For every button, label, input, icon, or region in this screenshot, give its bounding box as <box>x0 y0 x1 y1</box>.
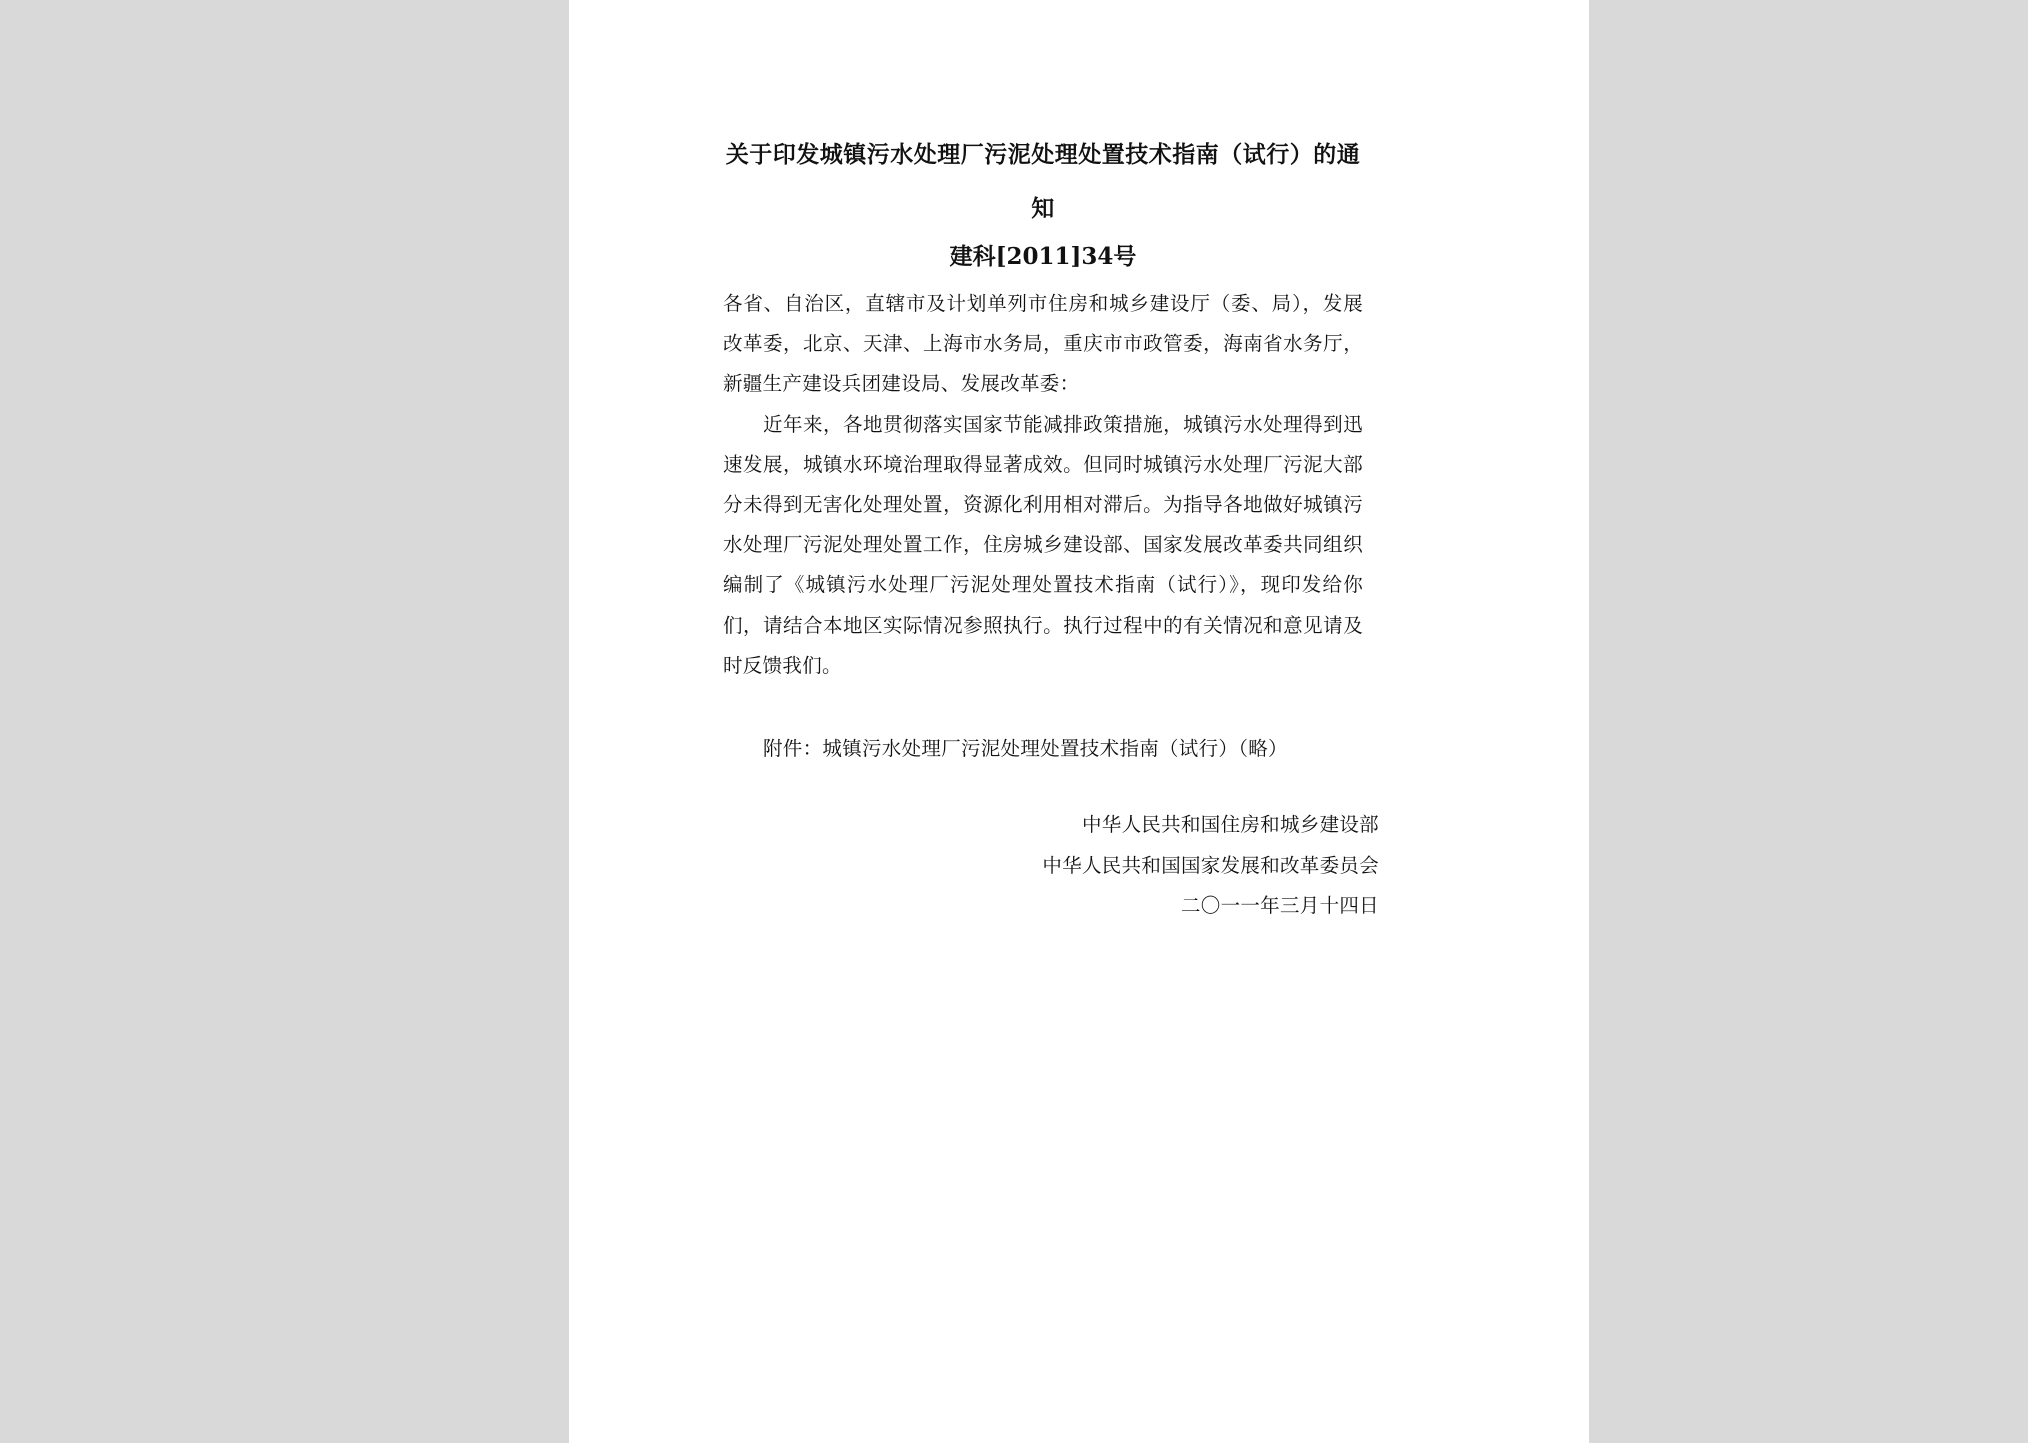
document-page <box>569 0 1589 1443</box>
attachment-line: 附件：城镇污水处理厂污泥处理处置技术指南（试行）（略） <box>763 737 1288 760</box>
document-title: 关于印发城镇污水处理厂污泥处理处置技术指南（试行）的通知 <box>725 141 1361 222</box>
document-body <box>723 284 1363 686</box>
signature-block <box>723 805 1379 927</box>
main-paragraph: 近年来，各地贯彻落实国家节能减排政策措施，城镇污水处理得到迅速发展，城镇水环境治理取得显著成效。但同时城镇污水处理厂污泥大部分未得到无害化处理处置，资源化利用相对滞后。为指导各地做好城镇污水处理厂污泥处理处置工作，住房城乡建设部、国家发展改革委共同组织编制了《城镇污水处理厂污泥处理处置技术指南（试行）》，现印发给你们，请结合本地区实际情况参照执行。执行过程中的有关情况和意见请及时反馈我们。 <box>723 412 1363 677</box>
addressees-paragraph: 各省、自治区，直辖市及计划单列市住房和城乡建设厅（委、局），发展改革委，北京、天津、上海市水务局，重庆市市政管委，海南省水务厅，新疆生产建设兵团建设局、发展改革委： <box>723 292 1363 396</box>
document-number: 建科[2011]34号 <box>949 243 1137 270</box>
document-date: 二〇一一年三月十四日 <box>1180 894 1379 917</box>
signatory-ndrc: 中华人民共和国国家发展和改革委员会 <box>1042 853 1379 877</box>
signatory-ministry-housing: 中华人民共和国住房和城乡建设部 <box>1081 813 1379 836</box>
